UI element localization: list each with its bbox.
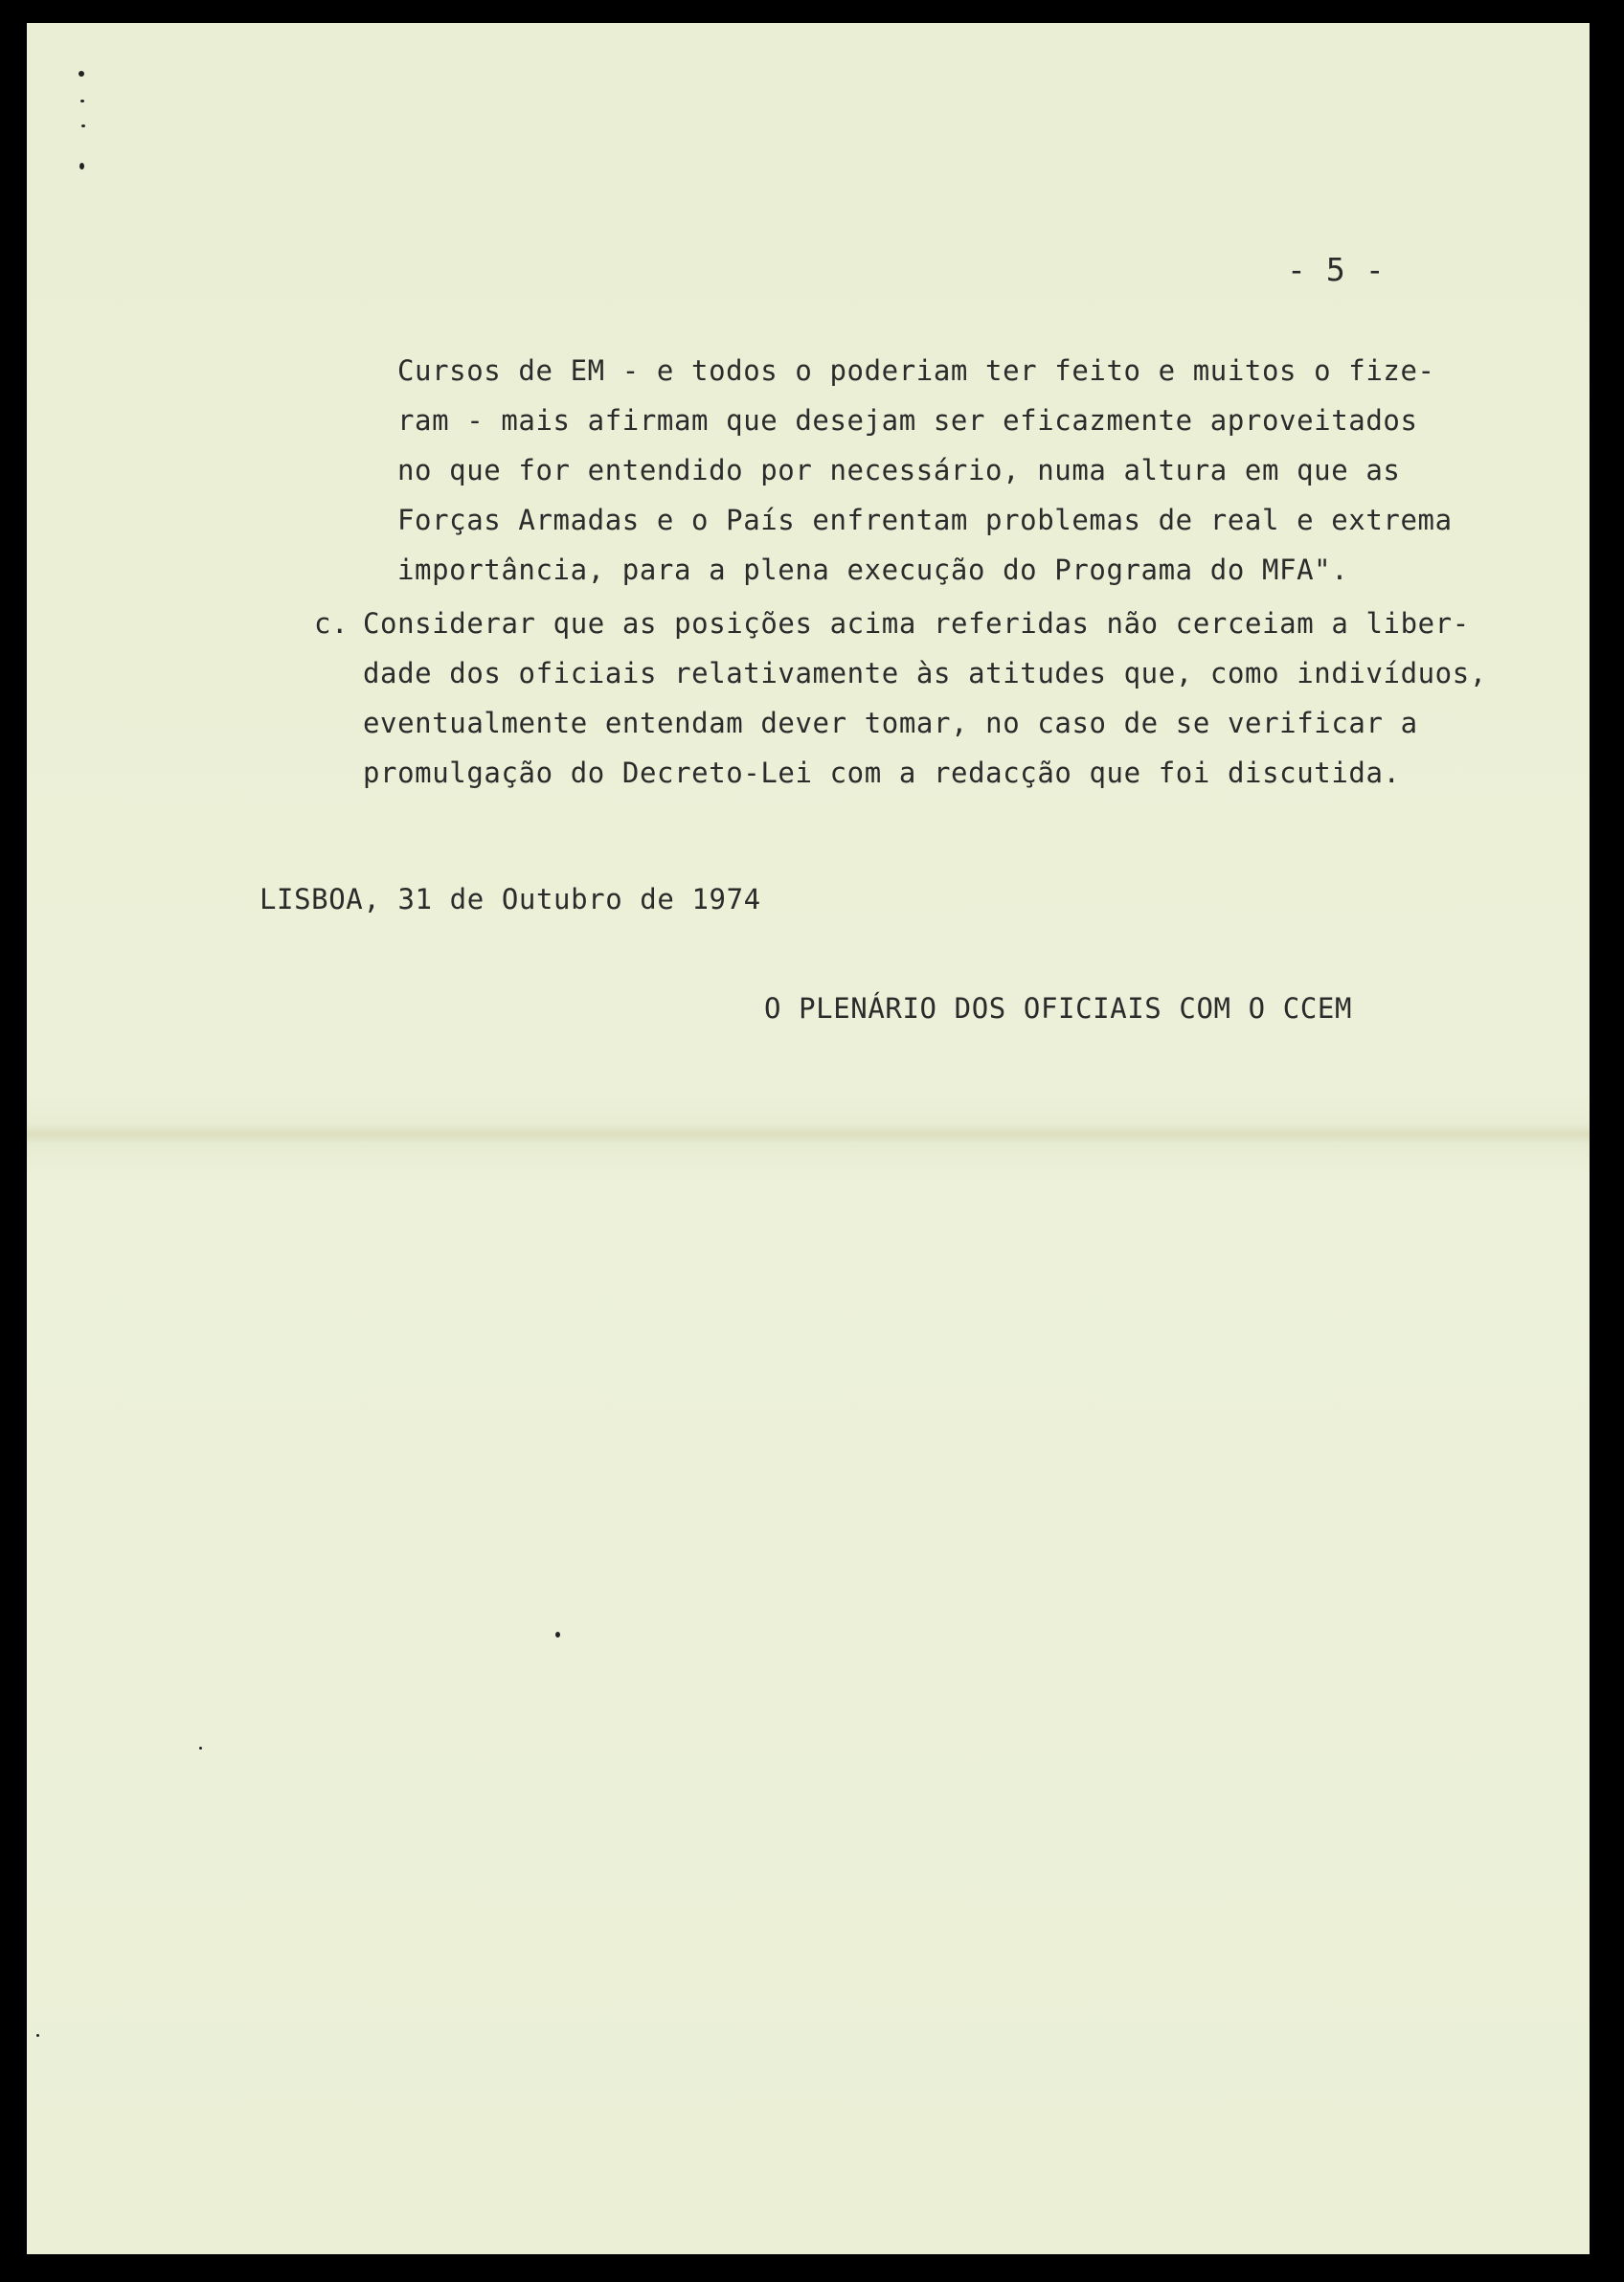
page-number: - 5 - bbox=[1287, 251, 1386, 288]
ink-speck bbox=[81, 124, 85, 127]
continuation-line: Forças Armadas e o País enfrentam problemas de real e extrema bbox=[397, 504, 1453, 536]
list-item-line: eventualmente entendam dever tomar, no caso de se verificar a bbox=[363, 707, 1418, 739]
continuation-line: Cursos de EM - e todos o poderiam ter feito e muitos o fize- bbox=[397, 354, 1435, 387]
ink-speck bbox=[555, 1632, 560, 1638]
list-item-line: Considerar que as posições acima referidas não cerceiam a liber- bbox=[363, 607, 1470, 640]
continuation-line: ram - mais afirmam que desejam ser eficazmente aproveitados bbox=[397, 404, 1418, 437]
continuation-line: no que for entendido por necessário, numa altura em que as bbox=[397, 454, 1401, 486]
document-page bbox=[27, 23, 1590, 2254]
ink-speck bbox=[79, 71, 84, 77]
list-item-line: promulgação do Decreto-Lei com a redacção que foi discutida. bbox=[363, 757, 1401, 789]
ink-speck bbox=[80, 100, 84, 102]
continuation-line: importância, para a plena execução do Programa do MFA". bbox=[397, 554, 1349, 586]
signature-line: O PLENÁRIO DOS OFICIAIS COM O CCEM bbox=[764, 992, 1353, 1025]
list-item-marker: c. bbox=[314, 607, 350, 640]
list-item-line: dade dos oficiais relativamente às atitudes que, como indivíduos, bbox=[363, 657, 1487, 689]
place-and-date: LISBOA, 31 de Outubro de 1974 bbox=[259, 883, 761, 915]
ink-speck bbox=[79, 163, 84, 169]
ink-speck bbox=[199, 1747, 202, 1750]
paper-fold-crease bbox=[27, 1124, 1590, 1143]
ink-speck bbox=[36, 2034, 39, 2037]
